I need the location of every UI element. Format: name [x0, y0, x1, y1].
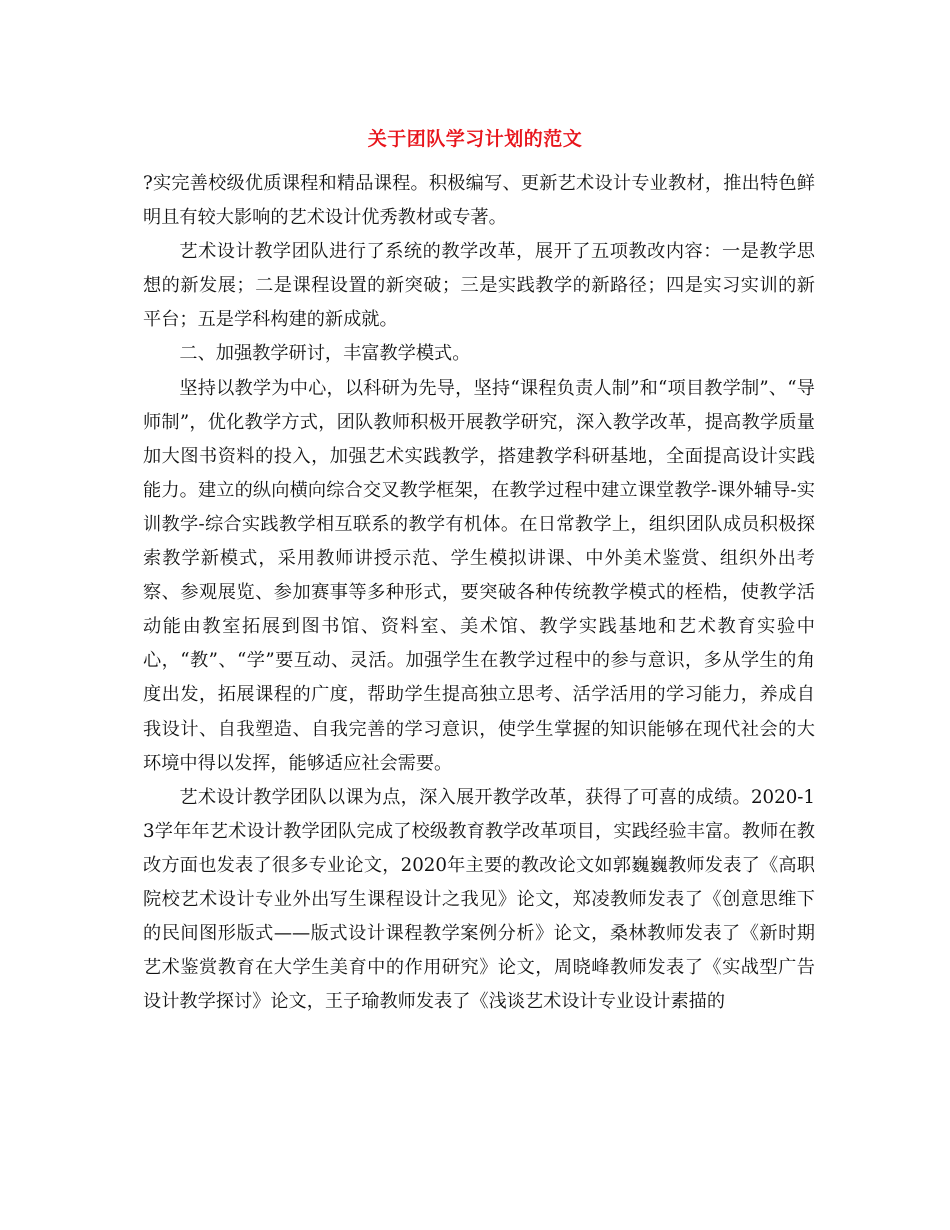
paragraph-4: 艺术设计教学团队以课为点，深入展开教学改革，获得了可喜的成绩。2020-13学年年艺术设计教学团队完成了校级教育教学改革项目，实践经验丰富。教师在教改方面也发表了很多专业论文，2020年主要的教改论文如郭巍巍教师发表了《高职院校艺术设计专业外出写生课程设计之我见》论文，郑凌教师发表了《创意思维下的民间图形版式——版式设计课程教学案例分析》论文，桑林教师发表了《新时期艺术鉴赏教育在大学生美育中的作用研究》论文，周晓峰教师发表了《实战型广告设计教学探讨》论文，王子瑜教师发表了《浅谈艺术设计专业设计素描的 [143, 786, 815, 1013]
paragraph-3: 坚持以教学为中心，以科研为先导，坚持“课程负责人制”和“项目教学制”、“导师制”，优化教学方式，团队教师积极开展教学研究，深入教学改革，提高教学质量加大图书资料的投入，加强艺术实践教学，搭建教学科研基地，全面提高设计实践能力。建立的纵向横向综合交叉教学框架，在教学过程中建立课堂教学-课外辅导-实训教学-综合实践教学相互联系的教学有机体。在日常教学上，组织团队成员积极探索教学新模式，采用教师讲授示范、学生模拟讲课、中外美术鉴赏、组织外出考察、参观展览、参加赛事等多种形式，要突破各种传统教学模式的桎梏，使教学活动能由教室拓展到图书馆、资料室、美术馆、教学实践基地和艺术教育实验中心，“教”、“学”要互动、灵活。加强学生在教学过程中的参与意识，多从学生的角度出发，拓展课程的广度，帮助学生提高独立思考、活学活用的学习能力，养成自我设计、自我塑造、自我完善的学习意识，使学生掌握的知识能够在现代社会的大环境中得以发挥，能够适应社会需要。 [143, 377, 815, 774]
document-body [143, 167, 815, 1019]
paragraph-1: ?实完善校级优质课程和精品课程。积极编写、更新艺术设计专业教材，推出特色鲜明且有较大影响的艺术设计优秀教材或专著。 [143, 173, 815, 229]
document-title: 关于团队学习计划的范文 [367, 128, 583, 150]
section-heading: 二、加强教学研讨，丰富教学模式。 [179, 343, 471, 365]
paragraph-2: 艺术设计教学团队进行了系统的教学改革，展开了五项教改内容：一是教学思想的新发展；二是课程设置的新突破；三是实践教学的新路径；四是实习实训的新平台；五是学科构建的新成就。 [143, 241, 815, 331]
